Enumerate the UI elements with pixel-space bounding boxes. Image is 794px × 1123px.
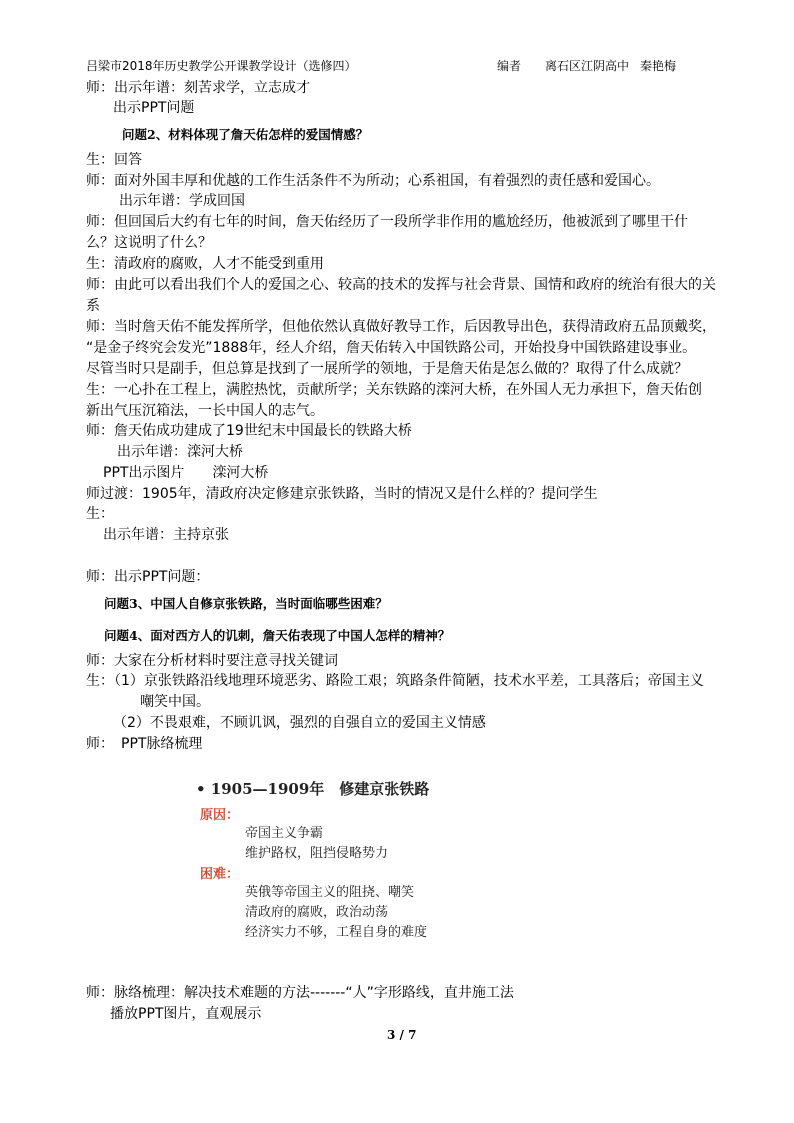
text-line: 出示PPT问题 [113, 100, 195, 116]
text-line: PPT出示图片 滦河大桥 [103, 465, 269, 481]
text-line: 师：脉络梳理：解决技术难题的方法-------“人”字形路线，直井施工法 [86, 985, 514, 1001]
text-line: “是金子终究会发光”1888年，经人介绍，詹天佑转入中国铁路公司，开始投身中国铁路建设事业。 [86, 340, 697, 356]
slide-cause-item: 帝国主义争霸 [245, 826, 324, 841]
text-line: 师过渡：1905年，清政府决定修建京张铁路，当时的情况又是什么样的？提问学生 [86, 486, 598, 502]
header-school: 离石区江阴高中 [545, 59, 630, 73]
text-line: 师：詹天佑成功建成了19世纪末中国最长的铁路大桥 [86, 423, 412, 439]
text-line: 师：出示PPT问题： [86, 569, 210, 585]
text-line: 师：出示年谱：刻苦求学，立志成才 [86, 80, 310, 96]
text-line: 出示年谱：主持京张 [103, 527, 229, 543]
slide-cause-item: 维护路权，阻挡侵略势力 [245, 846, 389, 861]
header-title: 吕梁市2018年历史教学公开课教学设计（选修四） [86, 59, 357, 73]
text-line: 师：当时詹天佑不能发挥所学，但他依然认真做好教导工作，后因教导出色，获得清政府五品顶戴奖， [86, 319, 716, 335]
text-line: 生：回答 [86, 152, 142, 168]
question-line: 问题4、面对西方人的讥刺，詹天佑表现了中国人怎样的精神？ [104, 628, 451, 643]
slide-difficulty-item: 英俄等帝国主义的阻挠、嘲笑 [245, 885, 415, 900]
slide-cause-label: 原因： [200, 808, 240, 823]
text-line: 师：但回国后大约有七年的时间，詹天佑经历了一段所学非作用的尴尬经历，他被派到了哪里干什 [86, 214, 688, 230]
text-line: 生：（1）京张铁路沿线地理环境恶劣、路险工艰；筑路条件简陋，技术水平差，工具落后；帝国主义 [86, 673, 704, 689]
page-number: 3 / 7 [387, 1028, 417, 1042]
header-author: 秦艳梅 [640, 59, 677, 73]
slide-difficulty-item: 经济实力不够，工程自身的难度 [245, 925, 428, 940]
header-editor-label: 编者 [497, 59, 522, 73]
text-line: 生： [86, 506, 114, 522]
text-line: 么？这说明了什么？ [86, 235, 212, 251]
slide-difficulty-item: 清政府的腐败，政治动荡 [245, 905, 389, 920]
text-line: 播放PPT图片，直观展示 [110, 1006, 262, 1022]
text-line: 系 [86, 298, 100, 314]
text-line: 师：面对外国丰厚和优越的工作生活条件不为所动；心系祖国，有着强烈的责任感和爱国心。 [86, 173, 660, 189]
text-line: 嘲笑中国。 [140, 694, 210, 710]
slide-title: • 1905—1909年 修建京张铁路 [196, 780, 430, 798]
question-line: 问题3、中国人自修京张铁路，当时面临哪些困难？ [104, 596, 388, 611]
text-line: （2）不畏艰难，不顾讥讽，强烈的自强自立的爱国主义情感 [113, 715, 486, 731]
slide-difficulty-label: 困难： [200, 867, 240, 882]
text-line: 师： PPT脉络梳理 [86, 736, 203, 752]
ppt-slide-image [196, 772, 486, 942]
text-line: 生：一心扑在工程上，满腔热忱，贡献所学；关东铁路的滦河大桥，在外国人无力承担下，詹天佑创 [86, 382, 702, 398]
text-line: 出示年谱：学成回国 [119, 193, 245, 209]
text-line: 师：大家在分析材料时要注意寻找关键词 [86, 653, 338, 669]
text-line: 出示年谱：滦河大桥 [117, 444, 243, 460]
text-line: 尽管当时只是副手，但总算是找到了一展所学的领地，于是詹天佑是怎么做的？取得了什么成就？ [86, 361, 688, 377]
text-line: 生：清政府的腐败，人才不能受到重用 [86, 256, 324, 272]
question-line: 问题2、材料体现了詹天佑怎样的爱国情感？ [122, 127, 369, 142]
text-line: 新出气压沉箱法，一长中国人的志气。 [86, 403, 324, 419]
text-line: 师：由此可以看出我们个人的爱国之心、较高的技术的发挥与社会背景、国情和政府的统治有很大的关 [86, 277, 716, 293]
